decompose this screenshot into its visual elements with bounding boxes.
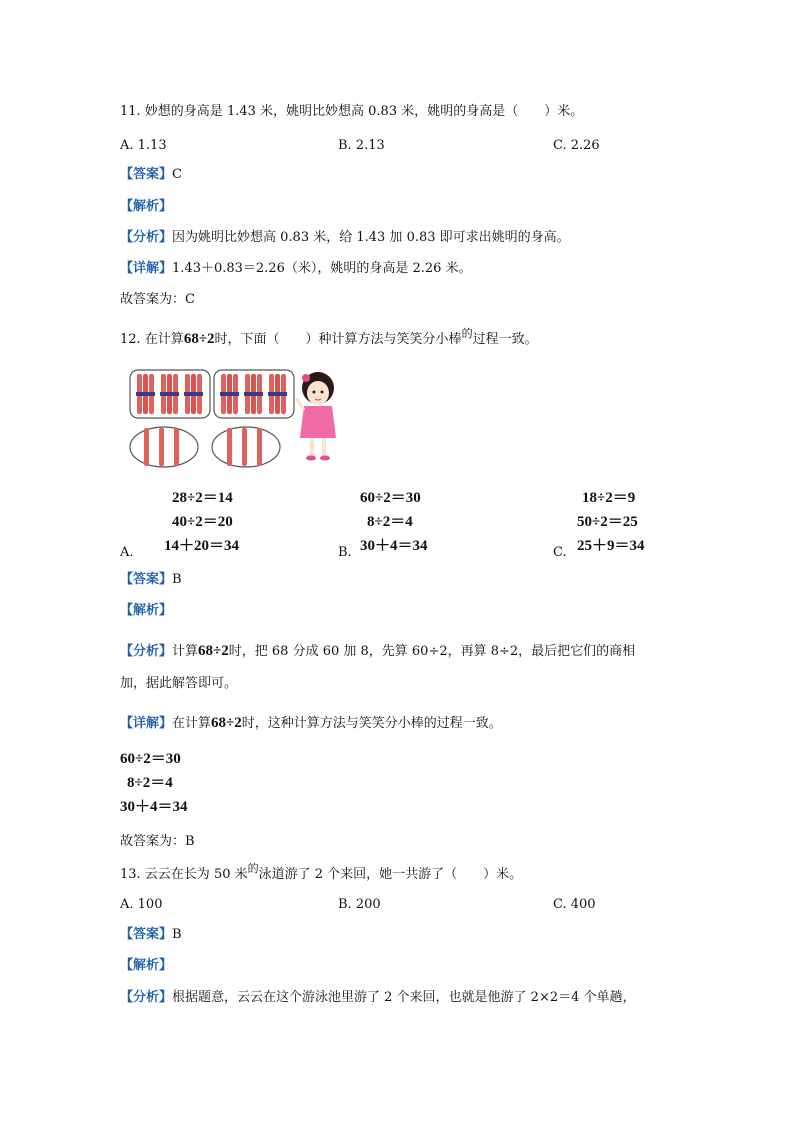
- fenxi-tag: 【分析】: [120, 990, 173, 1005]
- q11-xiangjie-line: [120, 260, 472, 278]
- q11-xiangjie: 1.43＋0.83＝2.26（米），姚明的身高是 2.26 米。: [172, 261, 472, 276]
- q11-option-c: C. 2.26: [553, 138, 600, 153]
- fenxi-tag: 【分析】: [120, 230, 173, 245]
- girl-illustration: [296, 372, 336, 461]
- q13-option-a: A. 100: [120, 897, 163, 912]
- answer-tag: 【答案】: [120, 927, 173, 942]
- q12-option-b-label: B.: [338, 545, 352, 560]
- q12-option-b-line: 60÷2＝30: [360, 490, 421, 506]
- q11-answer-line: [120, 166, 182, 184]
- answer-tag: 【答案】: [120, 167, 173, 182]
- q12-stem: 12. 在计算68÷2时，下面（ ）种计算方法与笑笑分小棒$^的$过程一致。: [120, 327, 538, 347]
- q12-answer-line: [120, 571, 182, 589]
- q12-option-a-label: A.: [120, 545, 134, 560]
- q11-option-a: A. 1.13: [120, 138, 167, 153]
- q12-fenxi-line2: 加，据此解答即可。: [120, 676, 238, 691]
- ten-bundle: [244, 374, 263, 414]
- q11-option-b: B. 2.13: [338, 138, 385, 153]
- q13-option-b: B. 200: [338, 897, 381, 912]
- q11-fenxi-line: [120, 229, 570, 247]
- q12-option-a-line: 40÷2＝20: [172, 514, 233, 530]
- q13-analysis-line: [120, 957, 172, 975]
- q13-stem: 13. 云云在长为 50 米$^的$泳道游了 2 个来回，她一共游了（ ）米。: [120, 862, 523, 882]
- q12-analysis-line: [120, 602, 172, 620]
- q12-option-b-line: 30＋4＝34: [360, 538, 428, 554]
- q12-expression: 68÷2: [183, 331, 215, 347]
- answer-tag: 【答案】: [120, 572, 173, 587]
- analysis-tag: 【解析】: [120, 958, 173, 973]
- single-stick: [159, 428, 164, 466]
- single-stick: [174, 428, 179, 466]
- sticks-figure: [128, 368, 338, 468]
- q12-answer: B: [172, 572, 182, 587]
- q13-answer: B: [172, 927, 182, 942]
- xiangjie-tag: 【详解】: [120, 261, 173, 276]
- ten-bundle: [220, 374, 239, 414]
- q12-option-c-line: 18÷2＝9: [582, 490, 636, 506]
- q11-stem: 11. 妙想的身高是 1.43 米，姚明比妙想高 0.83 米，姚明的身高是（ ）米。: [120, 104, 584, 119]
- q12-option-b-line: 8÷2＝4: [367, 514, 413, 530]
- q12-option-a-line: 14＋20＝34: [164, 538, 240, 554]
- q11-analysis-line: [120, 198, 172, 216]
- q12-work-line: 8÷2＝4: [127, 775, 173, 791]
- ten-bundle: [268, 374, 287, 414]
- q12-option-c-line: 25＋9＝34: [577, 538, 645, 554]
- analysis-tag: 【解析】: [120, 603, 173, 618]
- q11-answer: C: [172, 167, 182, 182]
- q12-fenxi-line: 【分析】计算68÷2时，把 68 分成 60 加 8，先算 60÷2，再算 8÷2，最后把它们的商相: [120, 643, 636, 659]
- q13-fenxi-line: [120, 989, 636, 1007]
- single-stick: [227, 428, 232, 466]
- q12-work-line: 60÷2＝30: [120, 751, 181, 767]
- single-stick: [242, 428, 247, 466]
- q13-answer-line: [120, 926, 182, 944]
- q12-option-a-line: 28÷2＝14: [172, 490, 233, 506]
- single-stick: [257, 428, 262, 466]
- q11-fenxi: 因为姚明比妙想高 0.83 米，给 1.43 加 0.83 即可求出姚明的身高。: [172, 230, 570, 245]
- q12-final: 故答案为：B: [120, 834, 195, 849]
- xiangjie-tag: 【详解】: [120, 716, 173, 731]
- q13-option-c: C. 400: [553, 897, 596, 912]
- q11-final: 故答案为：C: [120, 292, 195, 307]
- q12-option-c-label: C.: [553, 545, 567, 560]
- q12-option-c-line: 50÷2＝25: [577, 514, 638, 530]
- q12-expression: 68÷2: [211, 715, 242, 731]
- q13-fenxi: 根据题意，云云在这个游泳池里游了 2 个来回，也就是他游了 2×2＝4 个单趟，: [172, 990, 636, 1005]
- single-stick: [144, 428, 149, 466]
- ten-bundle: [136, 374, 155, 414]
- analysis-tag: 【解析】: [120, 199, 173, 214]
- fenxi-tag: 【分析】: [120, 644, 173, 659]
- q12-work-line: 30＋4＝34: [120, 799, 188, 815]
- ten-bundle: [184, 374, 203, 414]
- ten-bundle: [160, 374, 179, 414]
- q12-expression: 68÷2: [198, 643, 229, 659]
- q12-xiangjie-line: 【详解】在计算68÷2时，这种计算方法与笑笑分小棒的过程一致。: [120, 715, 502, 731]
